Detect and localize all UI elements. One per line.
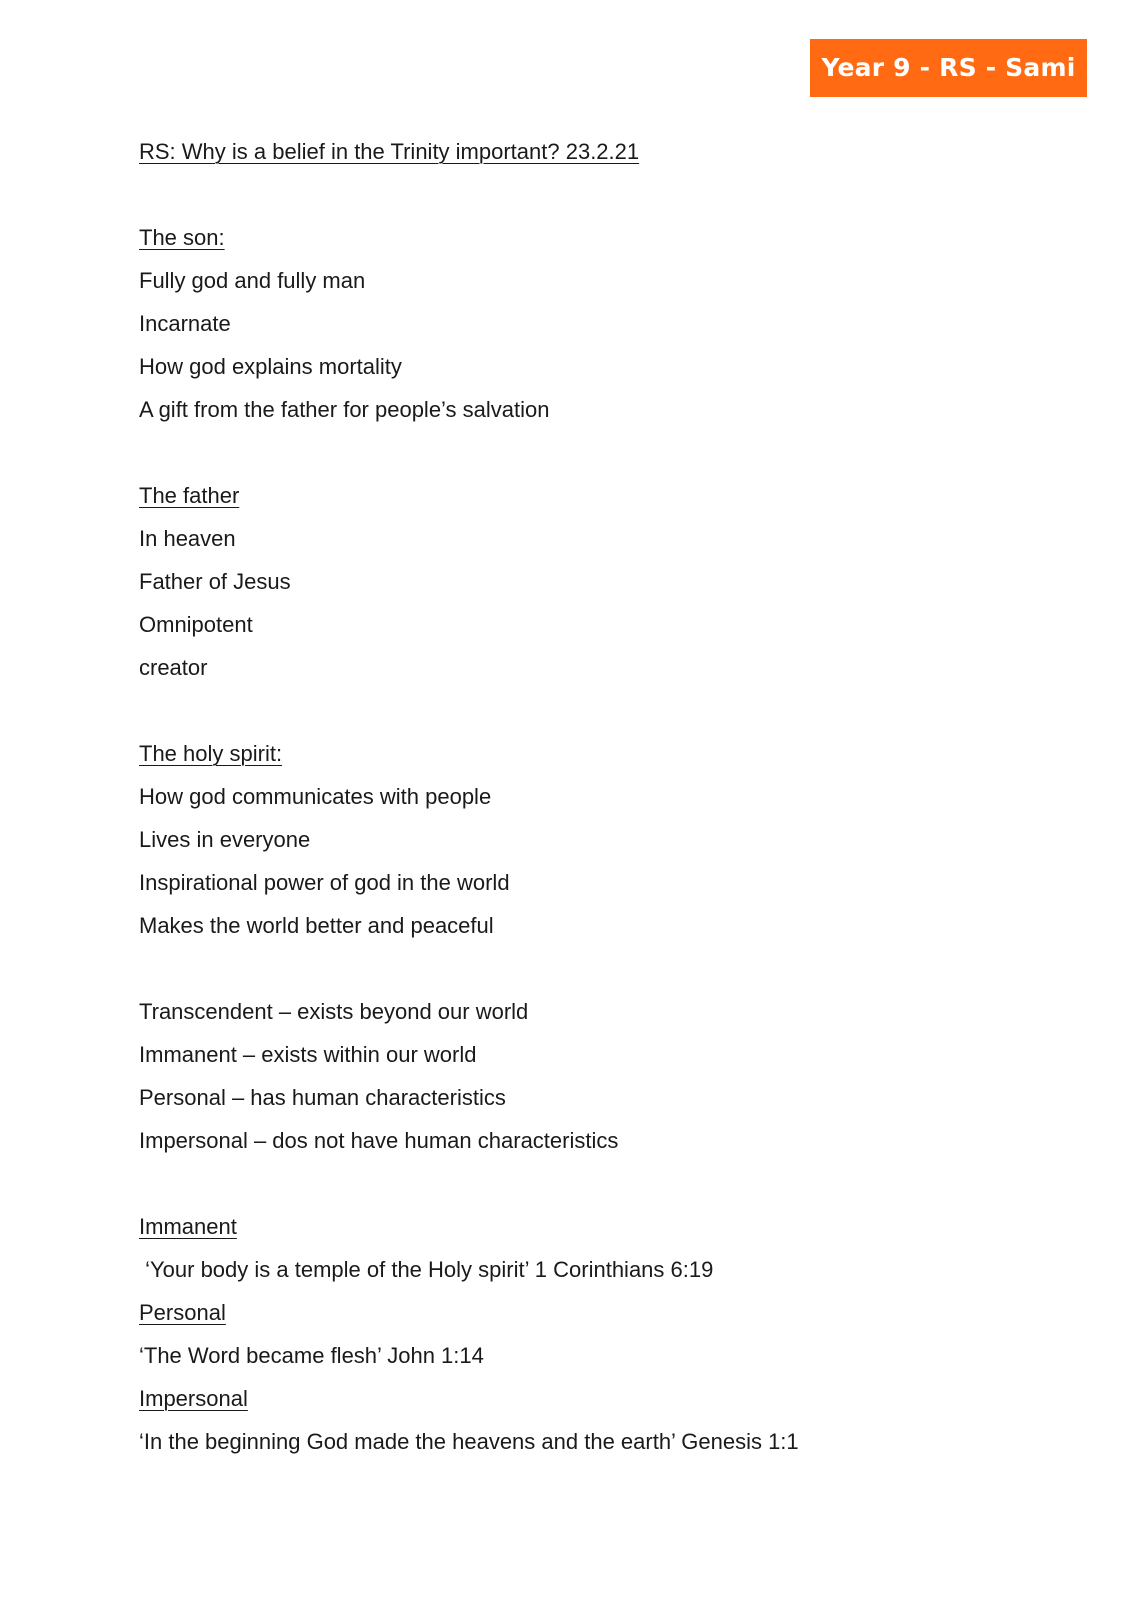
- quote-heading-immanent: Immanent: [139, 1214, 237, 1239]
- definition: Impersonal – dos not have human characteristics: [139, 1128, 619, 1153]
- definition: Personal – has human characteristics: [139, 1085, 506, 1110]
- definition: Immanent – exists within our world: [139, 1042, 477, 1067]
- father-point: In heaven: [139, 526, 236, 551]
- spirit-point: Lives in everyone: [139, 827, 311, 852]
- son-point: Fully god and fully man: [139, 268, 366, 293]
- page-title: RS: Why is a belief in the Trinity important? 23.2.21: [139, 139, 640, 164]
- section-heading-son: The son:: [139, 225, 225, 250]
- son-point: A gift from the father for people’s salvation: [139, 397, 550, 422]
- son-point: How god explains mortality: [139, 354, 402, 379]
- spirit-point: Makes the world better and peaceful: [139, 913, 494, 938]
- definition: Transcendent – exists beyond our world: [139, 999, 529, 1024]
- father-point: creator: [139, 655, 208, 680]
- father-point: Omnipotent: [139, 612, 253, 637]
- section-heading-father: The father: [139, 483, 240, 508]
- father-point: Father of Jesus: [139, 569, 291, 594]
- spirit-point: How god communicates with people: [139, 784, 492, 809]
- quote-heading-impersonal: Impersonal: [139, 1386, 248, 1411]
- son-point: Incarnate: [139, 311, 231, 336]
- spirit-point: Inspirational power of god in the world: [139, 870, 510, 895]
- quote-text: ‘The Word became flesh’ John 1:14: [139, 1343, 484, 1368]
- quote-text: ‘Your body is a temple of the Holy spirit’ 1 Corinthians 6:19: [139, 1257, 714, 1282]
- quote-heading-personal: Personal: [139, 1300, 226, 1325]
- quote-text: ‘In the beginning God made the heavens and the earth’ Genesis 1:1: [139, 1429, 799, 1454]
- section-heading-holy-spirit: The holy spirit:: [139, 741, 283, 766]
- class-badge: Year 9 - RS - Sami: [810, 39, 1087, 97]
